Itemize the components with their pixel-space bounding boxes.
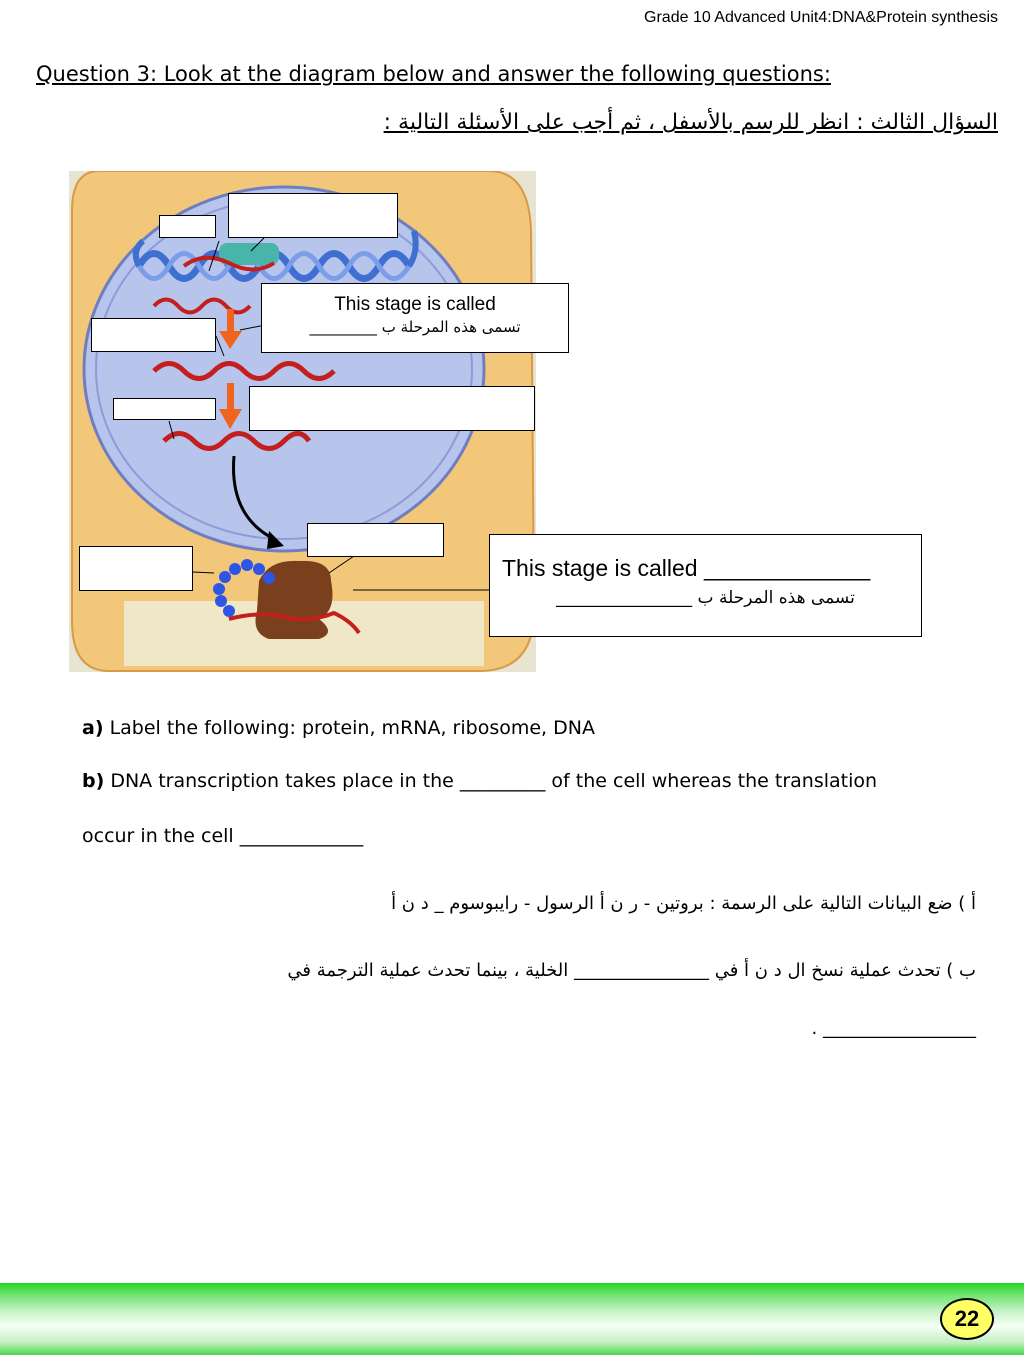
question-title-ar: السؤال الثالث : انظر للرسم بالأسفل ، ثم أجب على الأسئلة التالية : (383, 110, 998, 135)
stage2-box[interactable] (489, 534, 922, 637)
footer-band (0, 1283, 1024, 1355)
page-number: 22 (940, 1298, 994, 1340)
question-b-ar-continued: _________________ . (811, 1018, 976, 1039)
stage1-box[interactable] (261, 283, 569, 353)
question-title-en: Question 3: Look at the diagram below and answer the following questions: (36, 62, 831, 86)
stage2-text-en: This stage is called _____________ (502, 555, 871, 581)
question-b-continued: occur in the cell _____________ (82, 825, 364, 847)
question-b-label: b) (82, 770, 105, 792)
question-b-text: DNA transcription takes place in the _________ of the cell whereas the translation (110, 770, 878, 792)
question-a-label: a) (82, 717, 104, 739)
question-b (82, 770, 877, 792)
question-a-text: Label the following: protein, mRNA, ribosome, DNA (109, 717, 595, 739)
header-title: Grade 10 Advanced Unit4:DNA&Protein synthesis (644, 9, 998, 26)
question-a-ar: أ ) ضع البيانات التالية على الرسمة : بروتين - ر ن أ الرسول - رايبوسوم _ د ن أ (391, 893, 976, 914)
stage1-text-en: This stage is called (334, 294, 496, 315)
stage1-text-ar: تسمى هذه المرحلة ب _________ (309, 318, 521, 336)
stage2-text-ar: تسمى هذه المرحلة ب ________________ (556, 588, 855, 608)
question-b-ar: ب ) تحدث عملية نسخ ال د ن أ في _______________ الخلية ، بينما تحدث عملية الترجمة في (287, 960, 976, 981)
question-a (82, 717, 595, 739)
